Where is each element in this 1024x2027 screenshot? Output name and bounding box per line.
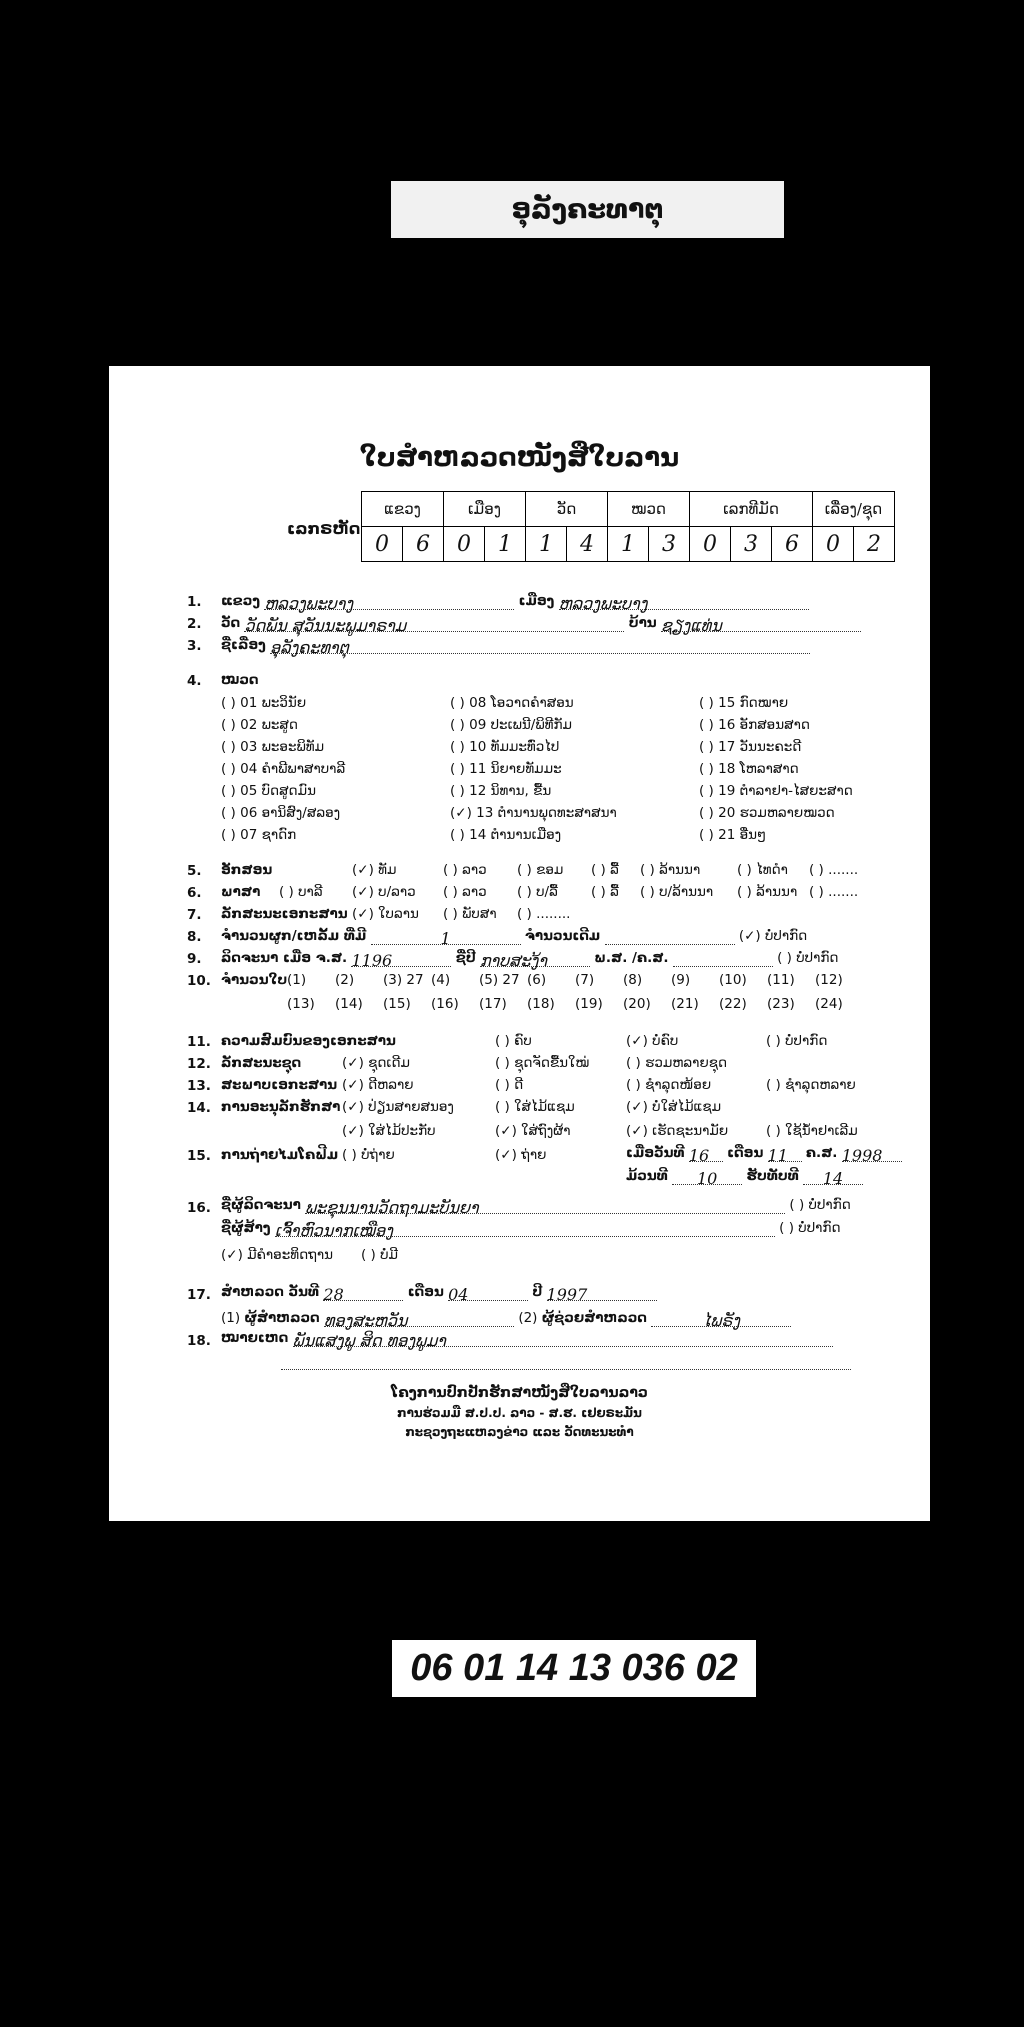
leaf-count-row-1: (1) (2) (3) 27 (4) (5) 27 (6) (7) (8) (9) (10) (11) (12) (287, 972, 843, 988)
code-header-temple: ວັດ (526, 492, 608, 527)
field-story-title (221, 636, 810, 657)
field-number: 9. (187, 951, 202, 967)
footer-cooperation: ການຮ່ວມມື ສ.ປ.ປ. ລາວ - ສ.ຮ. ເຢຍຣະມັນ (397, 1406, 642, 1420)
field-number: 4. (187, 673, 202, 689)
category-item: ( ) 05 ບົດສູດມົນ (221, 783, 316, 799)
survey-form-sheet (109, 366, 930, 1521)
code-digit: 6 (403, 527, 444, 562)
assistant-value: ໄພຣັງ (651, 1312, 791, 1327)
year-name-value: ກາບສະງ້າ (480, 952, 590, 967)
condition-option: (✓) ດີຫລາຍ (342, 1077, 414, 1093)
field-number: 10. (187, 973, 211, 989)
category-item: ( ) 04 ຄຳພີພາສາບາລີ (221, 761, 346, 777)
category-item: ( ) 18 ໂຫລາສາດ (699, 761, 799, 777)
code-header-set: ເລື່ອງ/ຊຸດ (813, 492, 895, 527)
category-item: ( ) 16 ອັກສອນສາດ (699, 717, 810, 733)
code-digit: 0 (813, 527, 854, 562)
field-remarks: ໝາຍເຫດ ພັນແສງພູ ສິດ ທອງພູມາ (221, 1329, 833, 1347)
field-number: 14. (187, 1100, 211, 1116)
script-option: ( ) ລື້ (591, 862, 619, 878)
field-number: 8. (187, 929, 202, 945)
province-value: ຫລວງພະບາງ (264, 595, 514, 610)
script-option: ( ) ໄທດຳ (737, 862, 788, 878)
category-item: ( ) 19 ຕຳລາຢາ-ໄສຍະສາດ (699, 783, 853, 799)
microfilm-roll: ມ້ວນທີ 10 ຮັບທັບທີ 14 (626, 1167, 863, 1185)
field-number: 6. (187, 885, 202, 901)
field-number: 13. (187, 1078, 211, 1094)
language-option: ( ) ....... (809, 884, 859, 900)
field-label: ເມືອງ (518, 593, 555, 609)
story-title-value: ອຸລັງຄະທາຕຸ (270, 639, 810, 654)
code-digit: 3 (731, 527, 772, 562)
field-label: ລັກສະນະຊຸດ (221, 1055, 302, 1071)
author-value: ພະຂຸນນານວັດຖາມະບັນຍາ (305, 1199, 785, 1214)
microfilm-option: (✓) ຖ່າຍ (495, 1147, 547, 1163)
field-label: ພາສາ (221, 884, 261, 900)
category-item: ( ) 03 ພະອະພິທັມ (221, 739, 325, 755)
conservation-option: (✓) ໃສ່ໄມ້ປະກັບ (342, 1123, 436, 1139)
code-header-district: ເມືອງ (444, 492, 526, 527)
condition-option: ( ) ຊຳລຸດໜ້ອຍ (626, 1077, 712, 1093)
category-item: ( ) 10 ທັມມະທົ່ວໄປ (450, 739, 560, 755)
conservation-option: ( ) ໃສ່ໄມ້ແຊມ (495, 1099, 575, 1115)
category-item: ( ) 17 ວັນນະຄະດີ (699, 739, 802, 755)
field-number: 1. (187, 594, 202, 610)
field-number: 3. (187, 638, 202, 654)
field-label: ອັກສອນ (221, 862, 273, 878)
field-label: ບ້ານ (628, 615, 657, 631)
category-item: ( ) 08 ໂອວາດຄຳສອນ (450, 695, 574, 711)
category-item: (✓) 13 ຕຳນານພຸດທະສາສນາ (450, 805, 617, 821)
language-option: ( ) ລື້ (591, 884, 619, 900)
prayer-option: ( ) ບໍ່ມີ (361, 1247, 399, 1263)
code-table (361, 491, 895, 562)
cs-year-value: 1196 (351, 952, 451, 967)
field-number: 5. (187, 863, 202, 879)
category-item: ( ) 02 ພະສູດ (221, 717, 298, 733)
set-option: (✓) ຊຸດເດີມ (342, 1055, 410, 1071)
field-number: 16. (187, 1200, 211, 1216)
field-temple (221, 614, 861, 635)
code-digit: 0 (444, 527, 485, 562)
field-label: ຈຳນວນໃບ (221, 972, 288, 988)
category-item: ( ) 21 ອື່ນໆ (699, 827, 767, 843)
conservation-option: (✓) ເຮັດຊະນາມັຍ (626, 1123, 729, 1139)
field-label: ສະພາບເອກະສານ (221, 1077, 338, 1093)
code-digit: 0 (362, 527, 403, 562)
field-date-written: ລິດຈະນາ ເມື່ອ ຈ.ສ. 1196 ຊື່ປີ ກາບສະງ້າ ພ.ສ. /ຄ.ສ. ( ) ບໍ່ປາກົດ (221, 950, 839, 970)
field-number: 18. (187, 1333, 211, 1349)
fascicle-count-value: 1 (371, 930, 521, 945)
language-option: (✓) ບ/ລາວ (352, 884, 416, 900)
remarks-extra-line (281, 1352, 851, 1370)
category-item: ( ) 15 ກົດໝາຍ (699, 695, 789, 711)
surveyor-value: ທອງສະຫວັນ (324, 1312, 514, 1327)
set-option: ( ) ຊຸດຈັດຂື້ນໃໝ່ (495, 1055, 590, 1071)
district-value: ຫລວງພະບາງ (559, 595, 809, 610)
category-item: ( ) 20 ຮວມຫລາຍໝວດ (699, 805, 835, 821)
conservation-option: ( ) ໃຊ້ນ້ຳຢາເລີມ (766, 1123, 858, 1139)
material-option: ( ) ........ (517, 906, 571, 922)
field-number: 7. (187, 907, 202, 923)
microfilm-date: ເມື່ອວັນທີ 16 ເດືອນ 11 ຄ.ສ. 1998 (626, 1144, 902, 1162)
language-option: ( ) ບ/ລື້ (517, 884, 558, 900)
field-number: 11. (187, 1034, 211, 1050)
temple-value: ວັດພັນ ສຸວັນນະພູມາຣາມ (244, 617, 624, 632)
script-option: ( ) ....... (809, 862, 859, 878)
field-label: ໝວດ (221, 672, 259, 688)
completeness-option: ( ) ຄົບ (495, 1033, 532, 1049)
field-label: ແຂວງ (221, 593, 261, 609)
field-survey-date: ສຳຫລວດ ວັນທີ 28 ເດືອນ 04 ປີ 1997 (221, 1283, 657, 1301)
field-label: ຄວາມສົມບົນຂອງເອກະສານ (221, 1033, 396, 1049)
field-fascicle-count: ຈຳນວນຜູກ/ເຫລັ້ມ ທີ່ມີ 1 ຈຳນວນເດີມ (✓) ບໍ່ປາກົດ (221, 928, 808, 948)
code-digit: 1 (608, 527, 649, 562)
code-digit: 6 (772, 527, 813, 562)
footer-project: ໂຄງການປົກປັກຮັກສາໜັງສືໃບລານລາວ (391, 1385, 648, 1401)
language-option: ( ) ລ້ານນາ (737, 884, 798, 900)
script-option: ( ) ຂອມ (517, 862, 564, 878)
script-option: ( ) ລ້ານນາ (640, 862, 701, 878)
category-item: ( ) 14 ຕຳນານເມືອງ (450, 827, 562, 843)
form-title: ໃບສຳຫລວດໜັງສືໃບລານ (359, 443, 680, 473)
conservation-option: (✓) ໃສ່ຖົງຜ້າ (495, 1123, 571, 1139)
code-header-province: ແຂວງ (362, 492, 444, 527)
language-option: ( ) ລາວ (443, 884, 487, 900)
category-item: ( ) 09 ປະເພນີ/ພິທີກັມ (450, 717, 572, 733)
field-author: ຊື່ຜູ້ລິດຈະນາ ພະຂຸນນານວັດຖາມະບັນຍາ ( ) ບໍ່ປາກົດ (221, 1197, 851, 1217)
code-digit: 2 (854, 527, 895, 562)
microfilm-option: ( ) ບໍ່ຖ່າຍ (342, 1147, 395, 1163)
category-item: ( ) 07 ຊາດົກ (221, 827, 297, 843)
code-header-category: ໝວດ (608, 492, 690, 527)
code-digit: 0 (690, 527, 731, 562)
prayer-option: (✓) ມີຄຳອະທິດຖານ (221, 1247, 334, 1263)
completeness-option: ( ) ບໍ່ປາກົດ (766, 1033, 828, 1049)
remarks-value: ພັນແສງພູ ສິດ ທອງພູມາ (293, 1332, 833, 1347)
code-header-bundle: ເລກທີມັດ (690, 492, 813, 527)
footer-ministry: ກະຊວງຖະແຫລງຂ່າວ ແລະ ວັດທະນະທຳ (405, 1425, 634, 1439)
leaf-count-row-2: (13) (14) (15) (16) (17) (18) (19) (20) (21) (22) (23) (24) (287, 996, 843, 1012)
condition-option: ( ) ຊຳລຸດຫລາຍ (766, 1077, 856, 1093)
conservation-option: (✓) ບໍ່ໃສ່ໄມ້ແຊມ (626, 1099, 722, 1115)
script-option: (✓) ທັມ (352, 862, 397, 878)
sponsor-value: ເຈົ້າຫົວນາກເໝືອງ (275, 1222, 775, 1237)
code-digit: 3 (649, 527, 690, 562)
code-digit: 4 (567, 527, 608, 562)
field-label: ວັດ (221, 615, 241, 631)
field-province (221, 592, 809, 613)
field-label: ການອະນຸລັກຮັກສາ (221, 1099, 341, 1115)
field-label: ການຖ່າຍໄມໂຄຟີມ (221, 1147, 339, 1163)
category-item: ( ) 06 ອານິສົງ/ສລອງ (221, 805, 341, 821)
field-number: 15. (187, 1148, 211, 1164)
condition-option: ( ) ດີ (495, 1077, 524, 1093)
material-option: (✓) ໃບລານ (352, 906, 419, 922)
language-option: ( ) ບ/ລ້ານນາ (640, 884, 714, 900)
material-option: ( ) ພັບສາ (443, 906, 497, 922)
village-value: ຊຽງແທ່ນ (661, 617, 861, 632)
code-label: ເລກຣຫັດ (287, 519, 361, 538)
language-option: ( ) ບາລີ (279, 884, 323, 900)
field-number: 2. (187, 616, 202, 632)
category-item: ( ) 11 ນິຍາຍທັມມະ (450, 761, 562, 777)
field-number: 17. (187, 1287, 211, 1303)
code-digit: 1 (485, 527, 526, 562)
completeness-option: (✓) ບໍ່ຄົບ (626, 1033, 679, 1049)
code-digit: 1 (526, 527, 567, 562)
category-item: ( ) 12 ນິທານ, ຂື້ນ (450, 783, 552, 799)
document-title-label: ອຸລັງຄະທາຕຸ (391, 181, 784, 238)
field-surveyors: (1) ຜູ້ສຳຫລວດ ທອງສະຫວັນ (2) ຜູ້ຊ່ວຍສຳຫລວດ ໄພຣັງ (221, 1309, 791, 1327)
field-label: ຊື່ເລື່ອງ (221, 637, 266, 653)
set-option: ( ) ຮວມຫລາຍຊຸດ (626, 1055, 727, 1071)
field-label: ລັກສະນະເອກະສານ (221, 906, 348, 922)
script-option: ( ) ລາວ (443, 862, 487, 878)
category-item: ( ) 01 ພະວິນັຍ (221, 695, 307, 711)
conservation-option: (✓) ປ່ຽນສາຍສນອງ (342, 1099, 454, 1115)
field-number: 12. (187, 1056, 211, 1072)
field-sponsor: ຊື່ຜູ້ສ້າງ ເຈົ້າຫົວນາກເໝືອງ ( ) ບໍ່ປາກົດ (221, 1220, 841, 1240)
manuscript-id-label: 06 01 14 13 036 02 (392, 1640, 756, 1697)
